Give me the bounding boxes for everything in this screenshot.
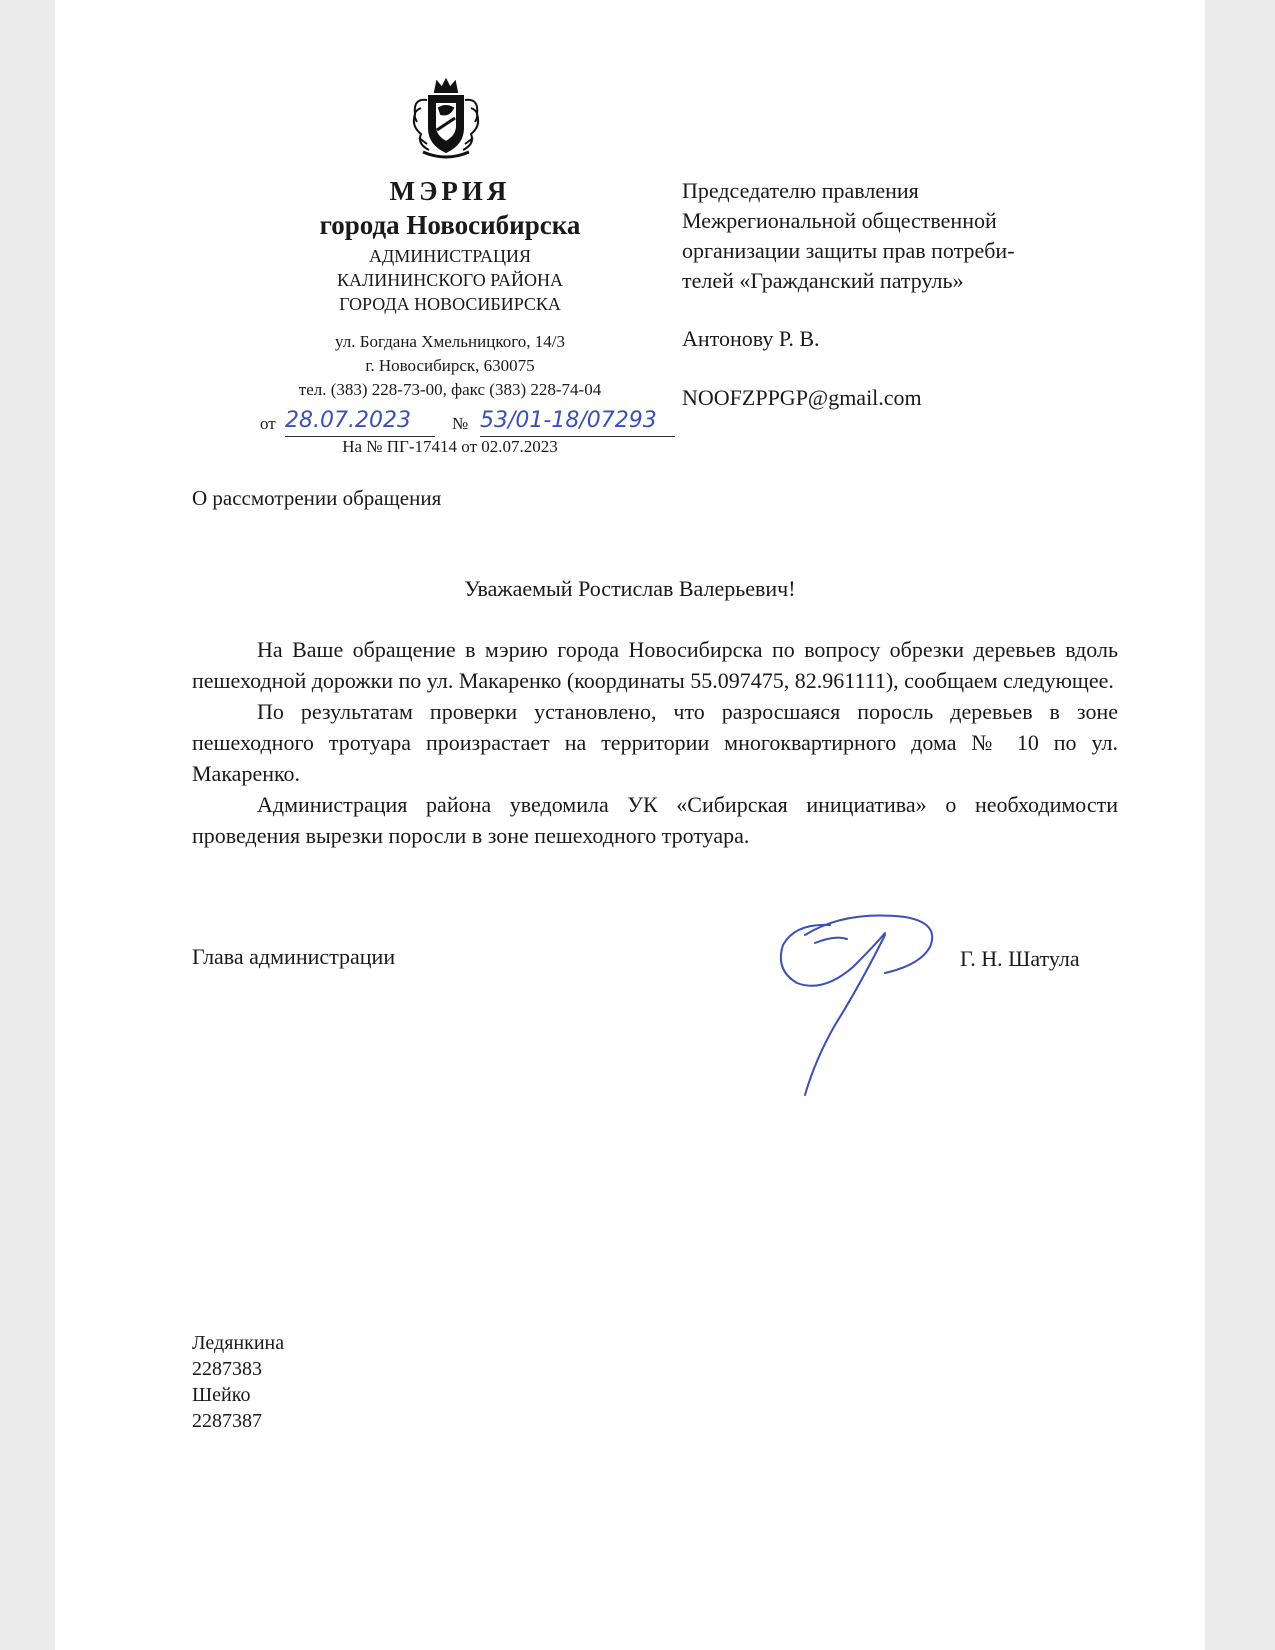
ref-from-label: от [260, 414, 276, 433]
org-city: города Новосибирска [319, 210, 581, 240]
org-admin-line: АДМИНИСТРАЦИЯ [369, 246, 531, 266]
org-admin-line: КАЛИНИНСКОГО РАЙОНА [337, 270, 563, 290]
address-line: ул. Богдана Хмельницкого, 14/3 [335, 332, 565, 351]
letter-body [192, 634, 1118, 851]
phone-fax-line: тел. (383) 228-73-00, факс (383) 228-74-04 [298, 380, 602, 399]
addressee-block [682, 176, 1142, 296]
executor-name: Ледянкина [192, 1332, 285, 1354]
executor-phone: 2287387 [192, 1410, 262, 1432]
addressee-line: телей «Гражданский патруль» [682, 268, 964, 293]
addressee-line: Межрегиональной общественной [682, 208, 997, 233]
org-admin-line: ГОРОДА НОВОСИБИРСКА [339, 294, 561, 314]
org-admin-block [255, 244, 645, 316]
reply-reference: На № ПГ-17414 от 02.07.2023 [342, 437, 558, 456]
ref-number-field [480, 408, 675, 437]
body-paragraph: По результатам проверки установлено, что разросшаяся поросль деревьев в зоне пешеходного тротуара произрастает на территории многоквартирного дома № 10 по ул. Макаренко. [192, 699, 1118, 786]
addressee-email: NOOFZPPGP@gmail.com [682, 385, 922, 410]
letter-subject: О рассмотрении обращения [192, 486, 442, 510]
handwritten-signature [735, 895, 955, 1105]
addressee-line: организации защиты прав потреби- [682, 238, 1015, 263]
ref-date-handwritten: 28.07.2023 [285, 408, 411, 433]
addressee-line: Председателю правления [682, 178, 919, 203]
body-paragraph: На Ваше обращение в мэрию города Новосибирска по вопросу обрезки деревьев вдоль пешеходной дорожки по ул. Макаренко (координаты 55.097475, 82.961111), сообщаем следующее. [192, 637, 1118, 693]
letter-page [55, 0, 1205, 1650]
ref-number-handwritten: 53/01-18/07293 [480, 408, 657, 433]
ref-number-label: № [452, 414, 469, 433]
greeting: Уважаемый Ростислав Валерьевич! [464, 576, 796, 601]
ref-date-field [285, 408, 435, 437]
org-title: МЭРИЯ [389, 176, 511, 206]
org-address-block [255, 330, 645, 402]
signatory-name: Г. Н. Шатула [960, 946, 1080, 971]
signatory-title: Глава администрации [192, 944, 396, 969]
address-line: г. Новосибирск, 630075 [365, 356, 535, 375]
executor-phone: 2287383 [192, 1358, 262, 1380]
executors-block [192, 1330, 284, 1434]
addressee-name: Антонову Р. В. [682, 326, 820, 351]
executor-name: Шейко [192, 1384, 251, 1406]
body-paragraph: Администрация района уведомила УК «Сибирская инициатива» о необходимости проведения вырезки поросли в зоне пешеходного тротуара. [192, 792, 1118, 848]
coat-of-arms-emblem [407, 78, 485, 162]
